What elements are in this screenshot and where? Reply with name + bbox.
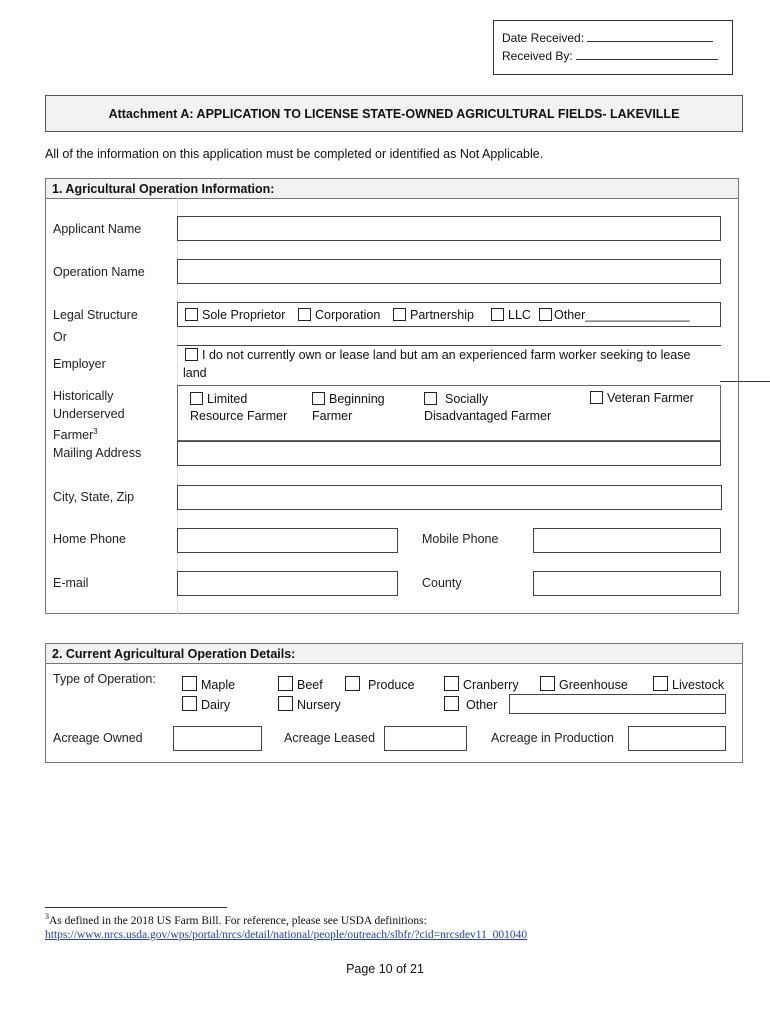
checkbox-beginning-farmer[interactable] [312, 392, 325, 405]
acreage-production-input[interactable] [628, 726, 726, 751]
livestock-label: Livestock [672, 678, 725, 692]
option-corporation[interactable] [298, 308, 380, 322]
type-of-operation-label: Type of Operation: [53, 672, 156, 686]
footnote-number: 3 [45, 912, 49, 921]
mailing-address-input[interactable] [177, 441, 721, 466]
option-beginning-farmer[interactable] [312, 391, 385, 425]
option-livestock[interactable] [653, 676, 724, 692]
acreage-production-label: Acreage in Production [491, 731, 614, 745]
legal-structure-label: Legal Structure [53, 308, 138, 322]
nursery-label: Nursery [297, 698, 341, 712]
option-beef[interactable] [278, 676, 323, 692]
llc-label: LLC [508, 308, 531, 322]
veteran-farmer-label: Veteran Farmer [607, 391, 694, 405]
section1-heading: 1. Agricultural Operation Information: [46, 179, 738, 199]
produce-label: Produce [368, 678, 415, 692]
home-phone-input[interactable] [177, 528, 398, 553]
socially-label: Socially [445, 392, 489, 406]
checkbox-maple[interactable] [182, 676, 197, 691]
checkbox-nursery[interactable] [278, 696, 293, 711]
option-llc[interactable] [491, 308, 531, 322]
applicant-name-input[interactable] [177, 216, 721, 241]
checkbox-other[interactable] [539, 308, 552, 321]
checkbox-produce[interactable] [345, 676, 360, 691]
other-blank[interactable]: _______________ [585, 308, 690, 322]
or-label: Or [53, 330, 67, 344]
disadvantaged-farmer-label: Disadvantaged Farmer [424, 409, 552, 423]
county-input[interactable] [533, 571, 721, 596]
checkbox-sole-proprietor[interactable] [185, 308, 198, 321]
option-sole-proprietor[interactable] [185, 308, 285, 322]
mobile-phone-input[interactable] [533, 528, 721, 553]
farm-worker-text-line2: land [183, 366, 207, 380]
sole-proprietor-label: Sole Proprietor [202, 308, 286, 322]
operation-name-label: Operation Name [53, 265, 145, 279]
hu-line3: Farmer [53, 428, 94, 443]
hu-line1: Historically [53, 389, 114, 403]
applicant-name-label: Applicant Name [53, 222, 142, 236]
historically-underserved-label [53, 387, 125, 444]
page-title [45, 95, 743, 132]
limited-label: Limited [207, 392, 248, 406]
email-input[interactable] [177, 571, 398, 596]
received-box [493, 20, 733, 75]
operation-name-input[interactable] [177, 259, 721, 284]
checkbox-corporation[interactable] [298, 308, 311, 321]
farm-worker-text: I do not currently own or lease land but am an experienced farm worker seeking to lease [202, 348, 691, 362]
footnote-body: As defined in the 2018 US Farm Bill. For reference, please see USDA definitions: [49, 914, 427, 927]
city-state-zip-label: City, State, Zip [53, 490, 135, 504]
title-text: Attachment A: APPLICATION TO LICENSE STATE-OWNED AGRICULTURAL FIELDS- LAKEVILLE [108, 106, 680, 121]
other-type-input[interactable] [509, 694, 726, 714]
option-cranberry[interactable] [444, 676, 519, 692]
option-nursery[interactable] [278, 696, 341, 712]
checkbox-farm-worker[interactable] [185, 348, 198, 361]
intro-text: All of the information on this application must be completed or identified as Not Applicable. [45, 147, 544, 161]
checkbox-beef[interactable] [278, 676, 293, 691]
employer-label: Employer [53, 357, 106, 371]
section2-heading: 2. Current Agricultural Operation Details: [46, 644, 742, 664]
city-state-zip-input[interactable] [177, 485, 722, 510]
beginning-label: Beginning [329, 392, 385, 406]
checkbox-limited-resource[interactable] [190, 392, 203, 405]
option-greenhouse[interactable] [540, 676, 628, 692]
checkbox-cranberry[interactable] [444, 676, 459, 691]
corporation-label: Corporation [315, 308, 381, 322]
partnership-label: Partnership [410, 308, 474, 322]
footnote-rule [45, 907, 227, 908]
resource-farmer-label: Resource Farmer [190, 409, 288, 423]
date-received-label: Date Received: [502, 31, 585, 45]
option-veteran-farmer[interactable] [590, 391, 694, 405]
option-farm-worker[interactable] [185, 348, 690, 362]
page-number: Page 10 of 21 [346, 962, 424, 976]
checkbox-dairy[interactable] [182, 696, 197, 711]
acreage-leased-input[interactable] [384, 726, 467, 751]
hu-line2: Underserved [53, 407, 125, 421]
option-partnership[interactable] [393, 308, 474, 322]
usda-link[interactable]: https://www.nrcs.usda.gov/wps/portal/nrcs/detail/national/people/outreach/slbfr/?cid=nrcsdev11_001040 [45, 929, 528, 941]
email-label: E-mail [53, 576, 89, 590]
checkbox-other-type[interactable] [444, 696, 459, 711]
option-dairy[interactable] [182, 696, 230, 712]
county-label: County [422, 576, 462, 590]
received-by-field[interactable] [576, 47, 718, 60]
checkbox-livestock[interactable] [653, 676, 668, 691]
dairy-label: Dairy [201, 698, 231, 712]
mobile-phone-label: Mobile Phone [422, 532, 499, 546]
checkbox-veteran-farmer[interactable] [590, 391, 603, 404]
checkbox-llc[interactable] [491, 308, 504, 321]
received-by-label: Received By: [502, 49, 573, 63]
worker-top-rule [177, 345, 721, 346]
beef-label: Beef [297, 678, 323, 692]
option-produce[interactable] [345, 676, 415, 692]
greenhouse-label: Greenhouse [559, 678, 628, 692]
checkbox-greenhouse[interactable] [540, 676, 555, 691]
acreage-owned-label: Acreage Owned [53, 731, 143, 745]
mailing-address-label: Mailing Address [53, 446, 142, 460]
other-label: Other [554, 308, 586, 322]
checkbox-socially-disadvantaged[interactable] [424, 392, 437, 405]
option-maple[interactable] [182, 676, 235, 692]
other-type-label: Other [466, 698, 498, 712]
option-other[interactable] [539, 308, 690, 322]
margin-connector-line [720, 381, 770, 382]
option-limited-resource[interactable] [190, 391, 287, 425]
home-phone-label: Home Phone [53, 532, 126, 546]
footnote-ref: 3 [93, 427, 98, 436]
checkbox-partnership[interactable] [393, 308, 406, 321]
acreage-owned-input[interactable] [173, 726, 262, 751]
option-other-type[interactable] [444, 696, 497, 712]
farmer-label: Farmer [312, 409, 353, 423]
option-socially-disadvantaged[interactable] [424, 391, 551, 425]
footnote-text [45, 912, 427, 927]
cranberry-label: Cranberry [463, 678, 519, 692]
date-received-field[interactable] [587, 29, 713, 42]
acreage-leased-label: Acreage Leased [284, 731, 376, 745]
maple-label: Maple [201, 678, 236, 692]
